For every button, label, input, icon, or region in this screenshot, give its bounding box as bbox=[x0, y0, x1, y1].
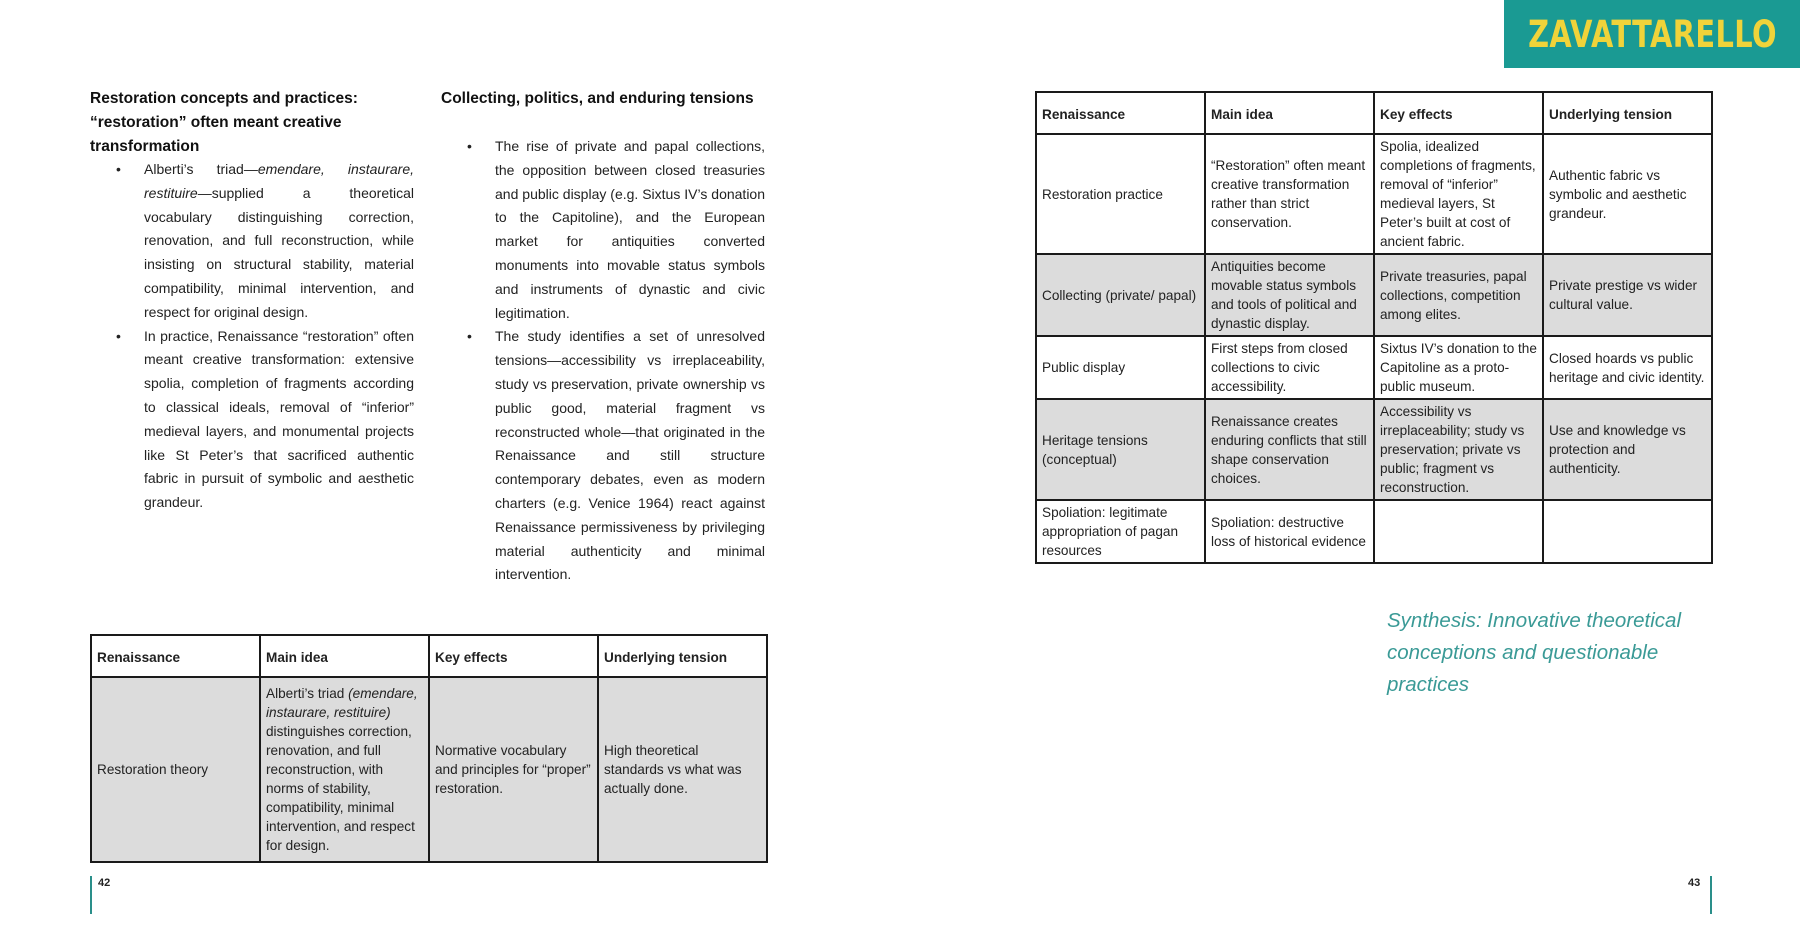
table-cell: Private prestige vs wider cultural value. bbox=[1543, 254, 1712, 336]
table-cell: Collecting (private/ papal) bbox=[1036, 254, 1205, 336]
column-header: Underlying tension bbox=[598, 635, 767, 677]
table-row bbox=[1036, 399, 1712, 500]
page-number: 42 bbox=[98, 877, 111, 889]
section-heading-restoration: Restoration concepts and practices: “restoration” often meant creative transformation bbox=[90, 90, 358, 155]
table-row bbox=[1036, 500, 1712, 563]
list-item: • The rise of private and papal collections, the opposition between closed treasuries and public display (e.g. Sixtus IV’s donation to the Capitoline), and the European market for antiquities converted monuments into movable status symbols and instruments of dynastic and civic legitimation. bbox=[467, 138, 765, 321]
column-header: Renaissance bbox=[91, 635, 260, 677]
table-cell: “Restoration” often meant creative transformation rather than strict conservation. bbox=[1205, 134, 1374, 254]
table-cell: Public display bbox=[1036, 336, 1205, 399]
author-brand-banner bbox=[1504, 0, 1800, 68]
table-row bbox=[1036, 134, 1712, 254]
table-header-row bbox=[91, 635, 767, 677]
table-cell: Closed hoards vs public heritage and civic identity. bbox=[1543, 336, 1712, 399]
column-header: Underlying tension bbox=[1543, 92, 1712, 134]
table-cell: Restoration practice bbox=[1036, 134, 1205, 254]
table-cell: Normative vocabulary and principles for “proper” restoration. bbox=[429, 677, 598, 862]
table-cell: Spoliation: destructive loss of historical evidence bbox=[1205, 500, 1374, 563]
table-cell: High theoretical standards vs what was actually done. bbox=[598, 677, 767, 862]
table-cell: Use and knowledge vs protection and authenticity. bbox=[1543, 399, 1712, 500]
list-item: • Alberti’s triad—emendare, instaurare, restituire—supplied a theoretical vocabulary distinguishing correction, renovation, and full reconstruction, while insisting on structural stability, material compatibility, minimal intervention, and respect for original design. bbox=[116, 161, 414, 320]
page-number-rule bbox=[1710, 876, 1712, 914]
column-header: Main idea bbox=[1205, 92, 1374, 134]
table-cell: Renaissance creates enduring conflicts that still shape conservation choices. bbox=[1205, 399, 1374, 500]
table-row bbox=[1036, 254, 1712, 336]
column-header: Key effects bbox=[429, 635, 598, 677]
table-cell: Private treasuries, papal collections, competition among elites. bbox=[1374, 254, 1543, 336]
section-heading-collecting: Collecting, politics, and enduring tensions bbox=[441, 90, 754, 107]
column-header: Renaissance bbox=[1036, 92, 1205, 134]
renaissance-summary-table bbox=[1035, 91, 1713, 564]
table-cell: Antiquities become movable status symbols and tools of political and dynastic display. bbox=[1205, 254, 1374, 336]
table-cell: Restoration theory bbox=[91, 677, 260, 862]
synthesis-note: Synthesis: Innovative theoretical conceptions and questionable practices bbox=[1387, 609, 1681, 696]
table-row bbox=[1036, 336, 1712, 399]
table-cell: Authentic fabric vs symbolic and aesthetic grandeur. bbox=[1543, 134, 1712, 254]
table-cell bbox=[1543, 500, 1712, 563]
author-name: ZAVATTARELLO bbox=[1527, 12, 1777, 56]
collecting-bullet-list bbox=[467, 135, 765, 587]
page-number-rule bbox=[90, 876, 92, 914]
table-cell: Alberti’s triad (emendare, instaurare, restituire) distinguishes correction, renovation, and full reconstruction, with norms of stability, compatibility, minimal intervention, and respect for design. bbox=[260, 677, 429, 862]
right-page bbox=[900, 0, 1800, 945]
table-header-row bbox=[1036, 92, 1712, 134]
list-item: • The study identifies a set of unresolved tensions—accessibility vs irreplaceability, study vs preservation, private ownership vs public good, material fragment vs reconstructed whole—that originated in the Renaissance and still structure contemporary debates, even as modern charters (e.g. Venice 1964) react against Renaissance permissiveness by privileging material authenticity and minimal intervention. bbox=[467, 328, 765, 583]
column-header: Main idea bbox=[260, 635, 429, 677]
table-cell bbox=[1374, 500, 1543, 563]
list-item: • In practice, Renaissance “restoration” often meant creative transformation: extensive spolia, completion of fragments according to classical ideals, removal of “inferior” medieval layers, and monumental projects like St Peter’s that sacrificed authentic fabric in pursuit of symbolic and aesthetic grandeur. bbox=[116, 327, 414, 511]
table-cell: First steps from closed collections to civic accessibility. bbox=[1205, 336, 1374, 399]
restoration-theory-table bbox=[90, 634, 768, 863]
table-cell: Spoliation: legitimate appropriation of pagan resources bbox=[1036, 500, 1205, 563]
restoration-bullet-list bbox=[116, 158, 414, 515]
page-number: 43 bbox=[1688, 877, 1701, 889]
table-cell: Sixtus IV’s donation to the Capitoline as a proto-public museum. bbox=[1374, 336, 1543, 399]
column-header: Key effects bbox=[1374, 92, 1543, 134]
table-row bbox=[91, 677, 767, 862]
table-cell: Heritage tensions (conceptual) bbox=[1036, 399, 1205, 500]
table-cell: Spolia, idealized completions of fragments, removal of “inferior” medieval layers, St Peter’s built at cost of ancient fabric. bbox=[1374, 134, 1543, 254]
table-cell: Accessibility vs irreplaceability; study vs preservation; private vs public; fragment vs reconstruction. bbox=[1374, 399, 1543, 500]
